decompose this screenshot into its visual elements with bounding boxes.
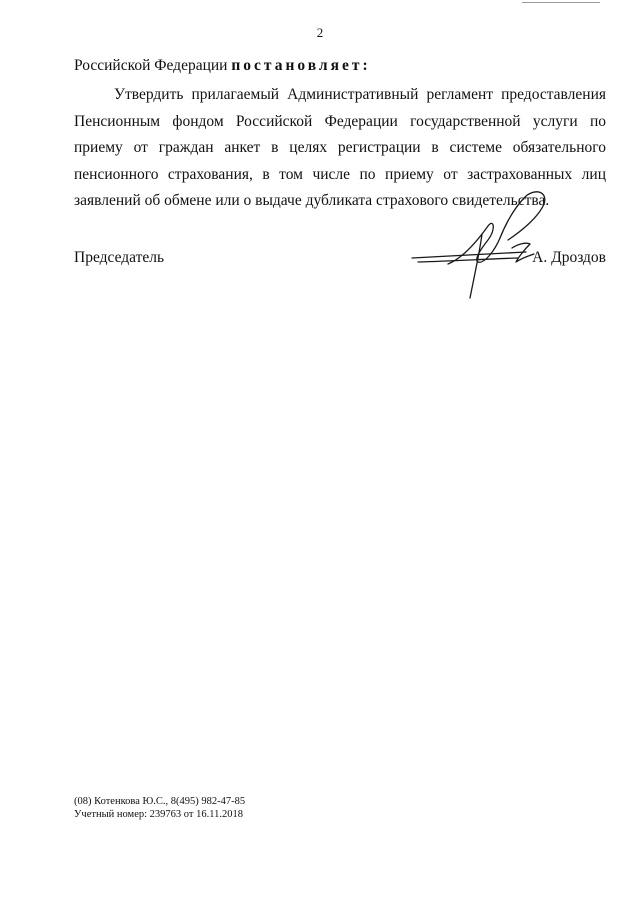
scan-edge-mark bbox=[522, 2, 600, 3]
signatory-title: Председатель bbox=[74, 249, 165, 266]
executor-footer bbox=[74, 795, 245, 821]
handwritten-signature bbox=[408, 188, 558, 303]
signatory-name: А. Дроздов bbox=[532, 249, 606, 266]
intro-suffix: : bbox=[362, 57, 371, 74]
page-number: 2 bbox=[316, 25, 324, 40]
decree-intro-line bbox=[74, 56, 371, 76]
decree-word: постановляет bbox=[231, 57, 363, 74]
decree-paragraph: Утвердить прилагаемый Административный регламент предоставления Пенсионным фондом Российской Федерации государственной услуги по приему от граждан анкет в целях регистрации в системе обязательного пенсионного страхования, в том числе по приему от застрахованных лиц заявлений об обмене или о выдаче дубликата страхового свидетельства. bbox=[74, 86, 606, 209]
registration-number: Учетный номер: 239763 от 16.11.2018 bbox=[74, 809, 243, 820]
intro-prefix: Российской Федерации bbox=[74, 57, 232, 74]
executor-contact: (08) Котенкова Ю.С., 8(495) 982-47-85 bbox=[74, 796, 246, 807]
